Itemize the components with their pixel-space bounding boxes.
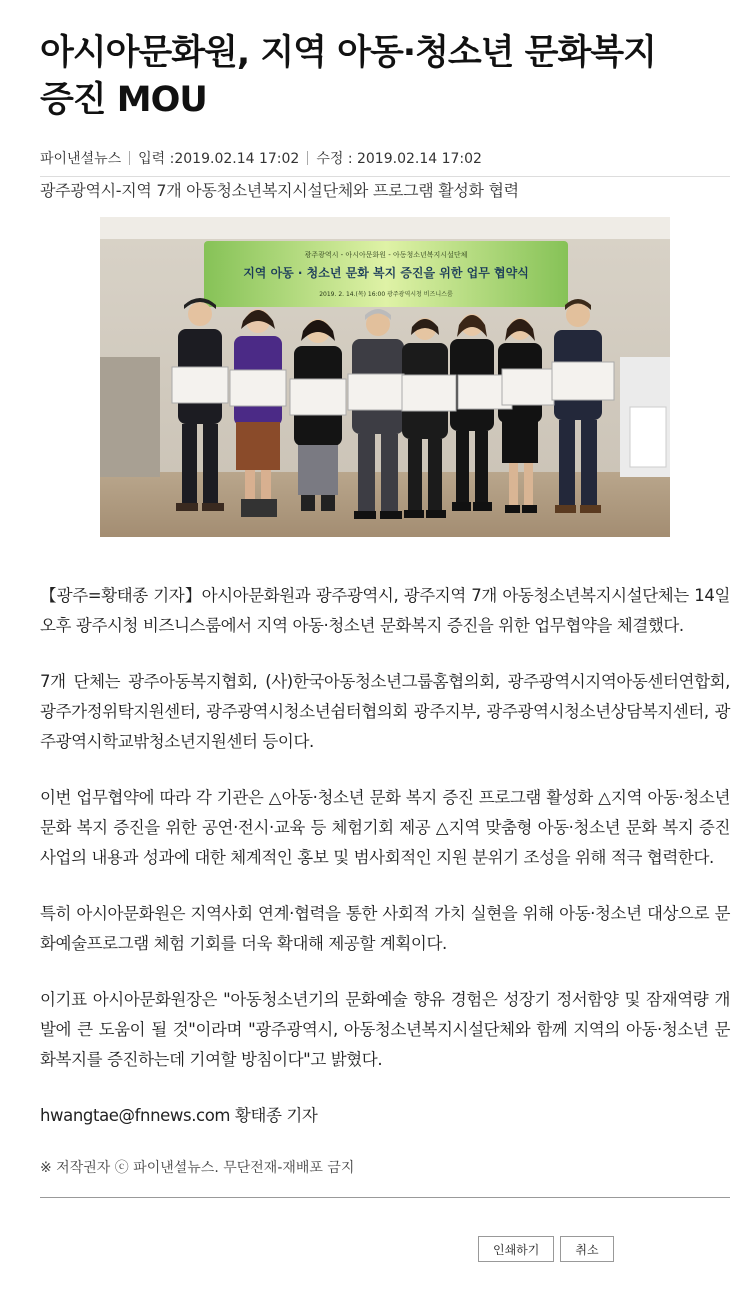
button-bar <box>478 1236 614 1262</box>
article-body <box>40 581 730 1131</box>
bottom-rule <box>40 1197 730 1198</box>
article-paragraph: 【광주=황태종 기자】아시아문화원과 광주광역시, 광주지역 7개 아동청소년복지시설단체는 14일 오후 광주시청 비즈니스룸에서 지역 아동·청소년 문화복지 증진을 위한 업무협약을 체결했다. <box>40 586 730 635</box>
article <box>40 0 730 1198</box>
article-paragraph: 이기표 아시아문화원장은 "아동청소년기의 문화예술 향유 경험은 성장기 정서함양 및 잠재역량 개발에 큰 도움이 될 것"이라며 "광주광역시, 아동청소년복지시설단체와 함께 지역의 아동·청소년 문화복지를 증진하는데 기여할 방침이다"고 밝혔다. <box>40 990 730 1069</box>
source-name: 파이낸셜뉴스 <box>40 151 122 167</box>
article-photo <box>100 217 670 537</box>
article-headline: 아시아문화원, 지역 아동·청소년 문화복지 증진 MOU <box>40 33 656 120</box>
banner-date-text: 2019. 2. 14.(목) 16:00 광주광역시청 비즈니스룸 <box>319 291 453 298</box>
copyright-notice: ※ 저작권자 ⓒ 파이낸셜뉴스. 무단전재-재배포 금지 <box>40 1160 355 1176</box>
meta-divider <box>129 151 130 165</box>
banner-title-text: 지역 아동 · 청소년 문화 복지 증진을 위한 업무 협약식 <box>243 266 529 280</box>
article-paragraph: 이번 업무협약에 따라 각 기관은 △아동·청소년 문화 복지 증진 프로그램 활성화 △지역 아동·청소년 문화 복지 증진을 위한 공연·전시·교육 등 체험기회 제공 △지역 맞춤형 아동·청소년 문화 복지 증진사업의 내용과 성과에 대한 체계적인 홍보 및 범사회적인 지원 분위기 조성을 위해 적극 협력한다. <box>40 788 730 867</box>
article-paragraph: 특히 아시아문화원은 지역사회 연계·협력을 통한 사회적 가치 실현을 위해 아동·청소년 대상으로 문화예술프로그램 체험 기회를 더욱 확대해 제공할 계획이다. <box>40 904 730 953</box>
article-photo-container <box>40 217 730 537</box>
meta-divider <box>307 151 308 165</box>
cancel-button[interactable]: 취소 <box>560 1236 613 1262</box>
article-subtitle: 광주광역시-지역 7개 아동청소년복지시설단체와 프로그램 활성화 협력 <box>40 181 519 200</box>
article-meta <box>40 148 730 168</box>
input-timestamp: 입력 :2019.02.14 17:02 <box>138 151 300 167</box>
article-paragraph: 7개 단체는 광주아동복지협회, (사)한국아동청소년그룹홈협의회, 광주광역시지역아동센터연합회, 광주가정위탁지원센터, 광주광역시청소년쉼터협의회 광주지부, 광주광역시청소년상담복지센터, 광주광역시학교밖청소년지원센터 등이다. <box>40 672 730 751</box>
modified-timestamp: 수정 : 2019.02.14 17:02 <box>316 151 482 167</box>
print-button[interactable]: 인쇄하기 <box>478 1236 554 1262</box>
reporter-byline: hwangtae@fnnews.com 황태종 기자 <box>40 1106 318 1125</box>
banner-top-text: 광주광역시 - 아시아문화원 - 아동청소년복지시설단체 <box>304 251 468 259</box>
meta-rule <box>40 176 730 177</box>
